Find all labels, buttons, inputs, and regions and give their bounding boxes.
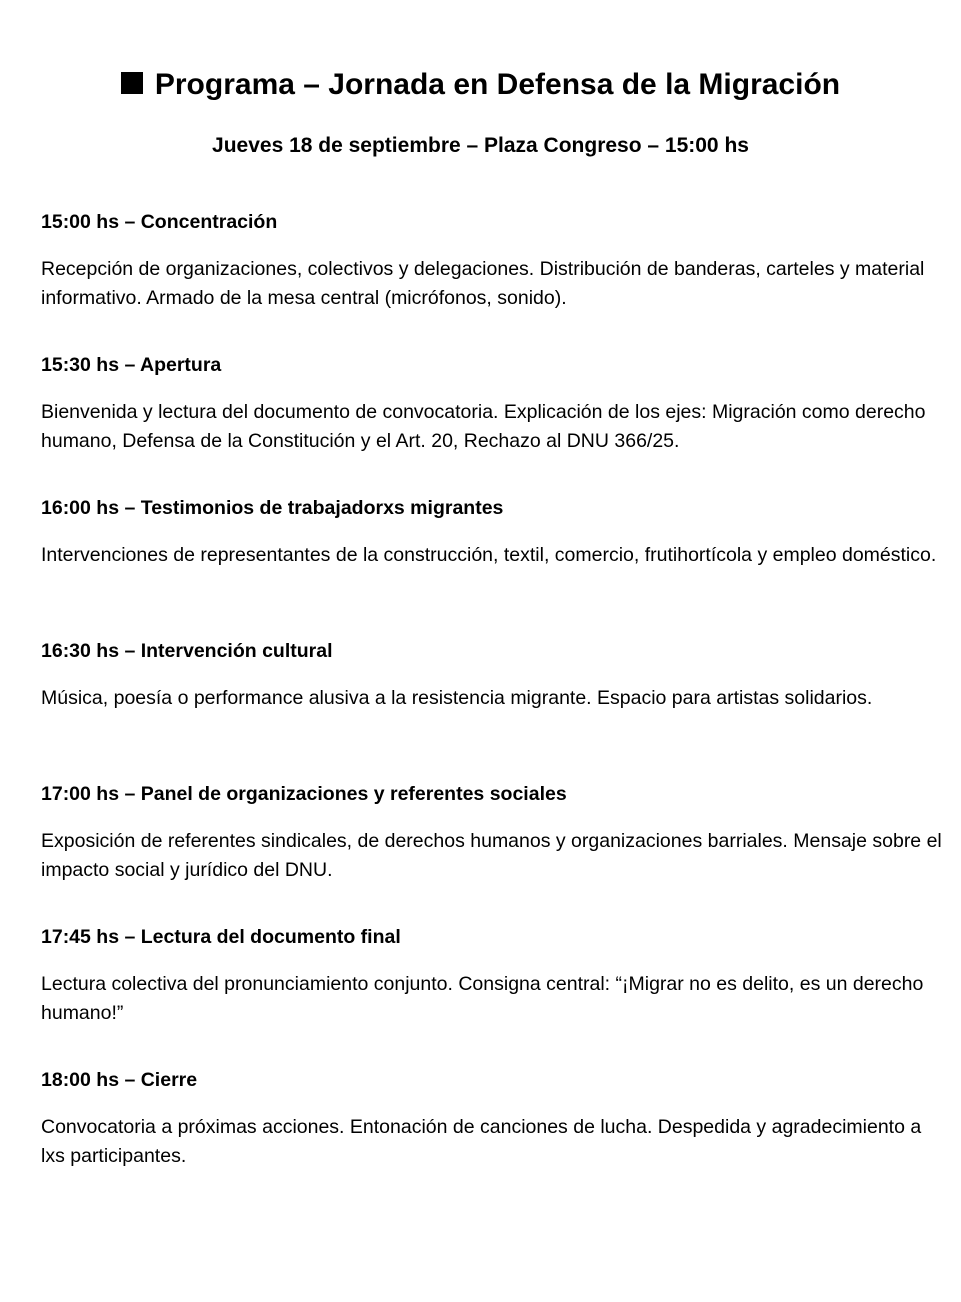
- agenda-item-description: Música, poesía o performance alusiva a la resistencia migrante. Espacio para artistas solidarios.: [41, 687, 873, 709]
- agenda-item-description: Lectura colectiva del pronunciamiento conjunto. Consigna central: “¡Migrar no es delito, es un derecho humano!”: [41, 973, 924, 1024]
- agenda-item: [41, 207, 946, 350]
- agenda-item: [41, 1065, 946, 1208]
- page-title-text: Programa – Jornada en Defensa de la Migración: [154, 68, 841, 102]
- agenda-list: [41, 207, 946, 1208]
- agenda-item-heading: 15:30 hs – Apertura: [41, 354, 222, 376]
- agenda-item-description: Recepción de organizaciones, colectivos y delegaciones. Distribución de banderas, carteles y material informativo. Armado de la mesa central (micrófonos, sonido).: [41, 258, 925, 309]
- agenda-item-description: Bienvenida y lectura del documento de convocatoria. Explicación de los ejes: Migración como derecho humano, Defensa de la Constitución y el Art. 20, Rechazo al DNU 366/25.: [41, 401, 926, 452]
- agenda-item-heading: 17:00 hs – Panel de organizaciones y referentes sociales: [41, 783, 567, 805]
- agenda-item-heading: 15:00 hs – Concentración: [41, 211, 278, 233]
- agenda-item-heading: 18:00 hs – Cierre: [41, 1069, 198, 1091]
- agenda-item-heading: 16:30 hs – Intervención cultural: [41, 640, 333, 662]
- agenda-item: [41, 922, 946, 1065]
- agenda-item: [41, 493, 946, 636]
- black-square-icon: [121, 72, 143, 94]
- agenda-item-description: Convocatoria a próximas acciones. Entonación de canciones de lucha. Despedida y agradecimiento a lxs participantes.: [41, 1116, 922, 1167]
- agenda-item: [41, 779, 946, 922]
- agenda-item-heading: 16:00 hs – Testimonios de trabajadorxs migrantes: [41, 497, 504, 519]
- agenda-item: [41, 636, 946, 779]
- page-title: [0, 66, 961, 104]
- event-details: Jueves 18 de septiembre – Plaza Congreso – 15:00 hs: [212, 134, 749, 157]
- agenda-item-description: Exposición de referentes sindicales, de derechos humanos y organizaciones barriales. Mensaje sobre el impacto social y jurídico del DNU.: [41, 830, 942, 881]
- agenda-item-heading: 17:45 hs – Lectura del documento final: [41, 926, 401, 948]
- agenda-item-description: Intervenciones de representantes de la construcción, textil, comercio, frutihortícola y empleo doméstico.: [41, 544, 937, 566]
- agenda-item: [41, 350, 946, 493]
